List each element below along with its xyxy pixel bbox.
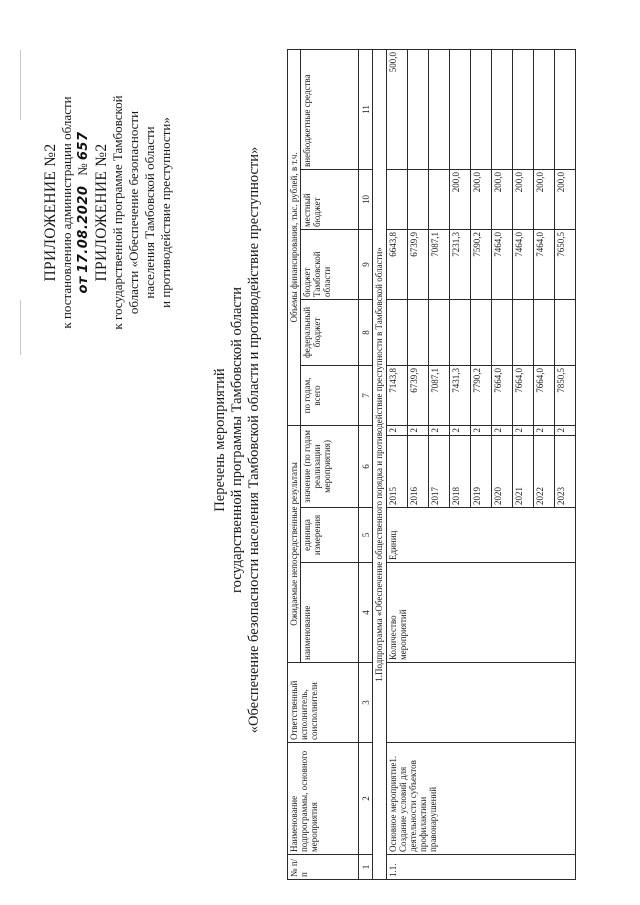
federal-cell bbox=[450, 299, 471, 365]
federal-cell bbox=[513, 299, 534, 365]
regional-cell: 7464,0 bbox=[513, 229, 534, 299]
col-number: 7 bbox=[359, 365, 373, 425]
header-res-value: значение (по годам реализации мероприятия) bbox=[301, 425, 359, 507]
federal-cell bbox=[387, 299, 408, 365]
header-regional: бюджет Тамбовской области bbox=[301, 229, 359, 299]
header-funding: Объемы финансирования, тыс. рублей, в т.ч. bbox=[288, 49, 301, 425]
header-name: Наименование подпрограммы, основного мероприятия bbox=[288, 743, 359, 855]
col-number: 3 bbox=[359, 663, 373, 743]
local-cell bbox=[408, 169, 429, 229]
handwritten-from: от bbox=[76, 276, 91, 294]
total-cell: 7850,5 bbox=[555, 365, 576, 425]
offbudget-cell bbox=[450, 49, 471, 169]
year-cell: 2021 bbox=[513, 436, 534, 508]
value-cell: 2 bbox=[555, 425, 576, 435]
value-cell: 2 bbox=[387, 425, 408, 435]
value-cell: 2 bbox=[492, 425, 513, 435]
year-cell: 2019 bbox=[471, 436, 492, 508]
title-line-2: государственной программы Тамбовской области bbox=[229, 287, 245, 593]
federal-cell bbox=[534, 299, 555, 365]
offbudget-cell bbox=[513, 49, 534, 169]
program-line-2: области «Обеспечение безопасности bbox=[126, 110, 141, 315]
value-cell: 2 bbox=[534, 425, 555, 435]
col-number: 10 bbox=[359, 169, 373, 229]
section-row bbox=[373, 49, 387, 879]
col-number: 9 bbox=[359, 229, 373, 299]
handwritten-date: 17.08.2020 bbox=[76, 185, 91, 273]
row-executor bbox=[387, 663, 576, 743]
local-cell bbox=[387, 169, 408, 229]
year-cell: 2017 bbox=[429, 436, 450, 508]
total-cell: 7664,0 bbox=[534, 365, 555, 425]
header-executor: Ответственный исполнитель, соисполнители bbox=[288, 663, 359, 743]
col-number: 1 bbox=[359, 855, 373, 880]
col-number: 4 bbox=[359, 563, 373, 663]
year-rows bbox=[387, 49, 576, 879]
local-cell: 200,0 bbox=[450, 169, 471, 229]
col-number: 8 bbox=[359, 299, 373, 365]
offbudget-cell bbox=[492, 49, 513, 169]
section-title: 1.Подпрограмма «Обеспечение общественного порядка и противодействие преступности в Тамбовской области» bbox=[373, 49, 387, 879]
local-cell: 200,0 bbox=[534, 169, 555, 229]
offbudget-cell bbox=[471, 49, 492, 169]
row-number: 1.1. bbox=[387, 855, 576, 880]
offbudget-cell: 500,0 bbox=[387, 49, 408, 169]
rotated-page bbox=[0, 10, 640, 890]
regional-cell: 7464,0 bbox=[534, 229, 555, 299]
regional-cell: 7650,5 bbox=[555, 229, 576, 299]
table-row bbox=[387, 49, 408, 879]
offbudget-cell bbox=[408, 49, 429, 169]
regional-cell: 6643,8 bbox=[387, 229, 408, 299]
federal-cell bbox=[429, 299, 450, 365]
regional-cell: 7231,3 bbox=[450, 229, 471, 299]
row-indicator: Количество мероприятий bbox=[387, 563, 576, 663]
year-cell: 2018 bbox=[450, 436, 471, 508]
regional-cell: 7464,0 bbox=[492, 229, 513, 299]
total-cell: 7087,1 bbox=[429, 365, 450, 425]
year-cell: 2015 bbox=[387, 436, 408, 508]
title-line-3: «Обеспечение безопасности населения Тамбовской области и противодействие преступности» bbox=[246, 146, 262, 734]
header-local: местный бюджет bbox=[301, 169, 359, 229]
local-cell: 200,0 bbox=[471, 169, 492, 229]
title-line-1: Перечень мероприятий bbox=[212, 368, 228, 512]
offbudget-cell bbox=[429, 49, 450, 169]
program-line-3: населения Тамбовской области bbox=[142, 126, 157, 299]
value-cell: 2 bbox=[513, 425, 534, 435]
federal-cell bbox=[471, 299, 492, 365]
program-line-1: к государственной программе Тамбовской bbox=[110, 95, 125, 330]
year-cell: 2023 bbox=[555, 436, 576, 508]
regional-cell: 7590,2 bbox=[471, 229, 492, 299]
total-cell: 7664,0 bbox=[513, 365, 534, 425]
appendix-heading-2: ПРИЛОЖЕНИЕ №2 bbox=[93, 143, 110, 282]
local-cell: 200,0 bbox=[513, 169, 534, 229]
appendix-heading: ПРИЛОЖЕНИЕ №2 bbox=[42, 143, 59, 282]
header-offbudget: внебюджетные средства bbox=[301, 49, 359, 169]
header-row-1 bbox=[288, 49, 301, 879]
value-cell: 2 bbox=[471, 425, 492, 435]
column-number-row bbox=[359, 49, 373, 879]
total-cell: 7431,3 bbox=[450, 365, 471, 425]
total-cell: 7143,8 bbox=[387, 365, 408, 425]
year-cell: 2016 bbox=[408, 436, 429, 508]
regional-cell: 6739,9 bbox=[408, 229, 429, 299]
federal-cell bbox=[555, 299, 576, 365]
offbudget-cell bbox=[534, 49, 555, 169]
decree-date-line bbox=[75, 10, 93, 415]
year-cell: 2022 bbox=[534, 436, 555, 508]
row-unit: Единиц bbox=[387, 508, 576, 563]
regional-cell: 7087,1 bbox=[429, 229, 450, 299]
measures-table bbox=[287, 49, 576, 880]
value-cell: 2 bbox=[450, 425, 471, 435]
local-cell bbox=[429, 169, 450, 229]
total-cell: 6739,9 bbox=[408, 365, 429, 425]
col-number: 2 bbox=[359, 743, 373, 855]
header-res-unit: единица измерения bbox=[301, 508, 359, 563]
value-cell: 2 bbox=[408, 425, 429, 435]
row-name: Основное мероприятие1. Создание условий для деятельности субъектов профилактики правонарушений bbox=[387, 743, 576, 855]
col-number: 11 bbox=[359, 49, 373, 169]
total-cell: 7790,2 bbox=[471, 365, 492, 425]
header-res-name: наименование bbox=[301, 563, 359, 663]
header-expected: Ожидаемые непосредственные результаты bbox=[288, 425, 301, 662]
col-number: 5 bbox=[359, 508, 373, 563]
header-federal: федеральный бюджет bbox=[301, 299, 359, 365]
handwritten-number: 657 bbox=[76, 131, 91, 161]
year-cell: 2020 bbox=[492, 436, 513, 508]
local-cell: 200,0 bbox=[492, 169, 513, 229]
header-num: № п/п bbox=[288, 855, 359, 880]
total-cell: 7664,0 bbox=[492, 365, 513, 425]
offbudget-cell bbox=[555, 49, 576, 169]
document-title bbox=[212, 130, 263, 750]
header-by-year: по годам, всего bbox=[301, 365, 359, 425]
program-line-4: и противодействие преступности» bbox=[158, 117, 173, 308]
number-sign: № bbox=[75, 163, 90, 176]
federal-cell bbox=[492, 299, 513, 365]
value-cell: 2 bbox=[429, 425, 450, 435]
col-number: 6 bbox=[359, 425, 373, 507]
decree-line: к постановлению администрации области bbox=[59, 96, 74, 329]
local-cell: 200,0 bbox=[555, 169, 576, 229]
appendix-block bbox=[42, 10, 174, 415]
federal-cell bbox=[408, 299, 429, 365]
